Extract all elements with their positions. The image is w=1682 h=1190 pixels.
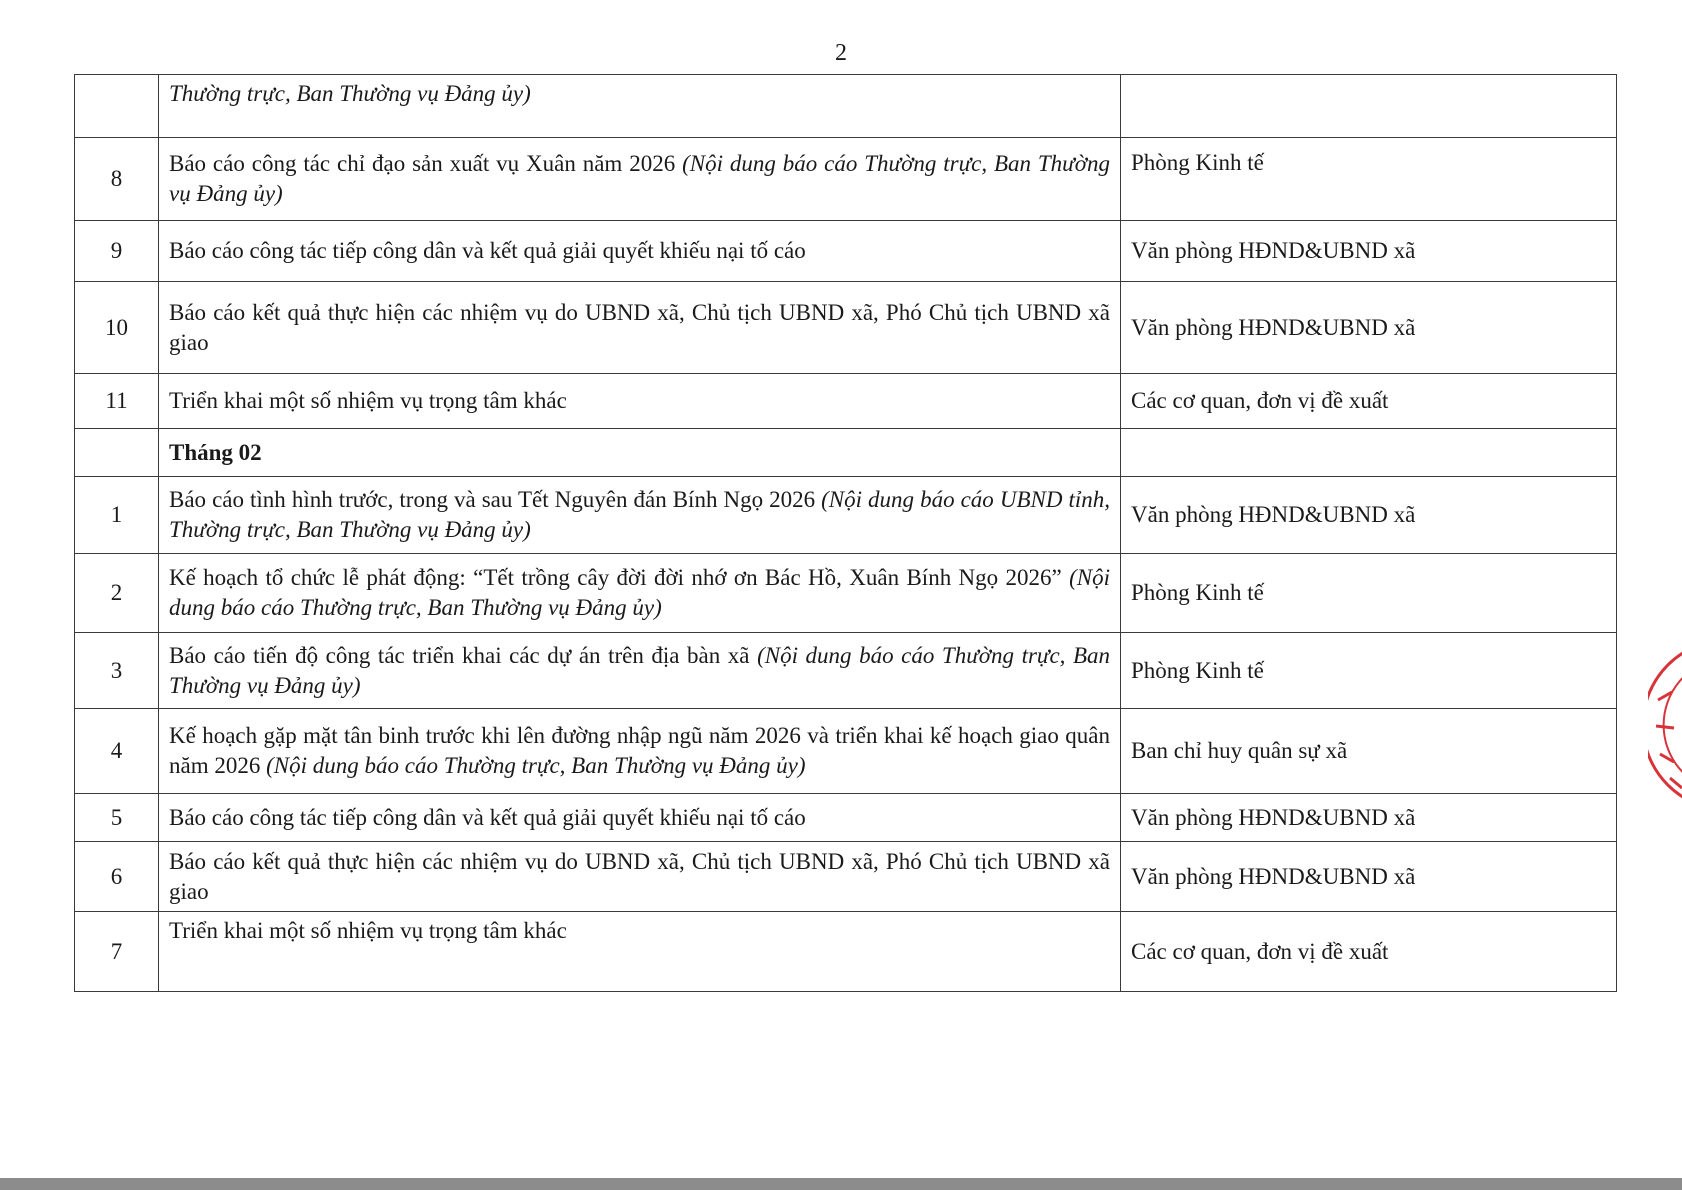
unit-cell: Văn phòng HĐND&UBND xã <box>1121 794 1617 842</box>
row-number: 8 <box>75 138 159 221</box>
task-cell <box>159 709 1121 794</box>
task-note: (Nội dung báo cáo Thường trực, Ban Thường vụ Đảng ủy) <box>169 565 1111 620</box>
table-row <box>75 138 1617 221</box>
table-row <box>75 282 1617 374</box>
section-heading: Tháng 02 <box>159 429 1121 477</box>
row-number: 2 <box>75 554 159 633</box>
task-text: Báo cáo công tác chỉ đạo sản xuất vụ Xuân năm 2026 <box>169 151 676 176</box>
task-note: (Nội dung báo cáo Thường trực, Ban Thường vụ Đảng ủy) <box>169 642 1111 698</box>
row-number <box>75 429 159 477</box>
row-number: 10 <box>75 282 159 374</box>
row-number: 1 <box>75 477 159 554</box>
task-text: Triển khai một số nhiệm vụ trọng tâm khác <box>169 918 567 943</box>
unit-cell: Các cơ quan, đơn vị đề xuất <box>1121 374 1617 429</box>
task-text: Triển khai một số nhiệm vụ trọng tâm khác <box>169 388 567 413</box>
task-note: (Nội dung báo cáo Thường trực, Ban Thường vụ Đảng ủy) <box>266 753 806 778</box>
unit-cell <box>1121 429 1617 477</box>
task-text: Báo cáo tiến độ công tác triển khai các dự án trên địa bàn xã <box>169 642 750 668</box>
task-cell <box>159 221 1121 282</box>
task-note: Thường trực, Ban Thường vụ Đảng ủy) <box>169 81 531 106</box>
task-cell <box>159 633 1121 709</box>
section-row <box>75 429 1617 477</box>
task-cell <box>159 912 1121 992</box>
task-text: Báo cáo công tác tiếp công dân và kết quả giải quyết khiếu nại tố cáo <box>169 804 806 830</box>
row-number: 9 <box>75 221 159 282</box>
table-row <box>75 554 1617 633</box>
row-number: 5 <box>75 794 159 842</box>
task-text: Báo cáo công tác tiếp công dân và kết quả giải quyết khiếu nại tố cáo <box>169 238 806 263</box>
task-cell <box>159 75 1121 138</box>
row-number: 4 <box>75 709 159 794</box>
scan-edge <box>0 1178 1682 1190</box>
unit-cell: Các cơ quan, đơn vị đề xuất <box>1121 912 1617 992</box>
row-number: 11 <box>75 374 159 429</box>
task-cell <box>159 477 1121 554</box>
task-cell <box>159 794 1121 842</box>
task-cell <box>159 138 1121 221</box>
unit-cell: Ban chỉ huy quân sự xã <box>1121 709 1617 794</box>
unit-cell: Văn phòng HĐND&UBND xã <box>1121 477 1617 554</box>
row-number: 7 <box>75 912 159 992</box>
task-text: Kế hoạch gặp mặt tân binh trước khi lên đường nhập ngũ năm 2026 và triển khai kế hoạch giao quân năm 2026 <box>169 723 1110 778</box>
task-text: Kế hoạch tổ chức lễ phát động: “Tết trồng cây đời đời nhớ ơn Bác Hồ, Xuân Bính Ngọ 2026” <box>169 565 1062 590</box>
table-row <box>75 912 1617 992</box>
task-cell <box>159 282 1121 374</box>
table-row <box>75 221 1617 282</box>
unit-cell: Phòng Kinh tế <box>1121 554 1617 633</box>
task-schedule-table <box>74 74 1617 992</box>
unit-cell <box>1121 75 1617 138</box>
unit-cell: Văn phòng HĐND&UBND xã <box>1121 221 1617 282</box>
task-cell <box>159 374 1121 429</box>
row-number <box>75 75 159 138</box>
red-seal-icon <box>1648 630 1682 820</box>
task-note: (Nội dung báo cáo Thường trực, Ban Thường vụ Đảng ủy) <box>169 151 1111 206</box>
row-number: 6 <box>75 842 159 912</box>
table-row <box>75 374 1617 429</box>
unit-cell: Phòng Kinh tế <box>1121 138 1617 221</box>
table-row <box>75 842 1617 912</box>
task-cell <box>159 842 1121 912</box>
row-number: 3 <box>75 633 159 709</box>
table-row <box>75 75 1617 138</box>
table-row <box>75 477 1617 554</box>
task-text: Báo cáo tình hình trước, trong và sau Tết Nguyên đán Bính Ngọ 2026 <box>169 487 816 512</box>
task-cell <box>159 554 1121 633</box>
table-row <box>75 794 1617 842</box>
unit-cell: Phòng Kinh tế <box>1121 633 1617 709</box>
task-text: Báo cáo kết quả thực hiện các nhiệm vụ do UBND xã, Chủ tịch UBND xã, Phó Chủ tịch UBND xã giao <box>169 299 1110 355</box>
page-number: 2 <box>835 40 847 66</box>
unit-cell: Văn phòng HĐND&UBND xã <box>1121 282 1617 374</box>
table-row <box>75 633 1617 709</box>
unit-cell: Văn phòng HĐND&UBND xã <box>1121 842 1617 912</box>
table-row <box>75 709 1617 794</box>
task-text: Báo cáo kết quả thực hiện các nhiệm vụ do UBND xã, Chủ tịch UBND xã, Phó Chủ tịch UBND xã giao <box>169 848 1110 904</box>
task-note: (Nội dung báo cáo UBND tỉnh, Thường trực, Ban Thường vụ Đảng ủy) <box>169 487 1110 542</box>
